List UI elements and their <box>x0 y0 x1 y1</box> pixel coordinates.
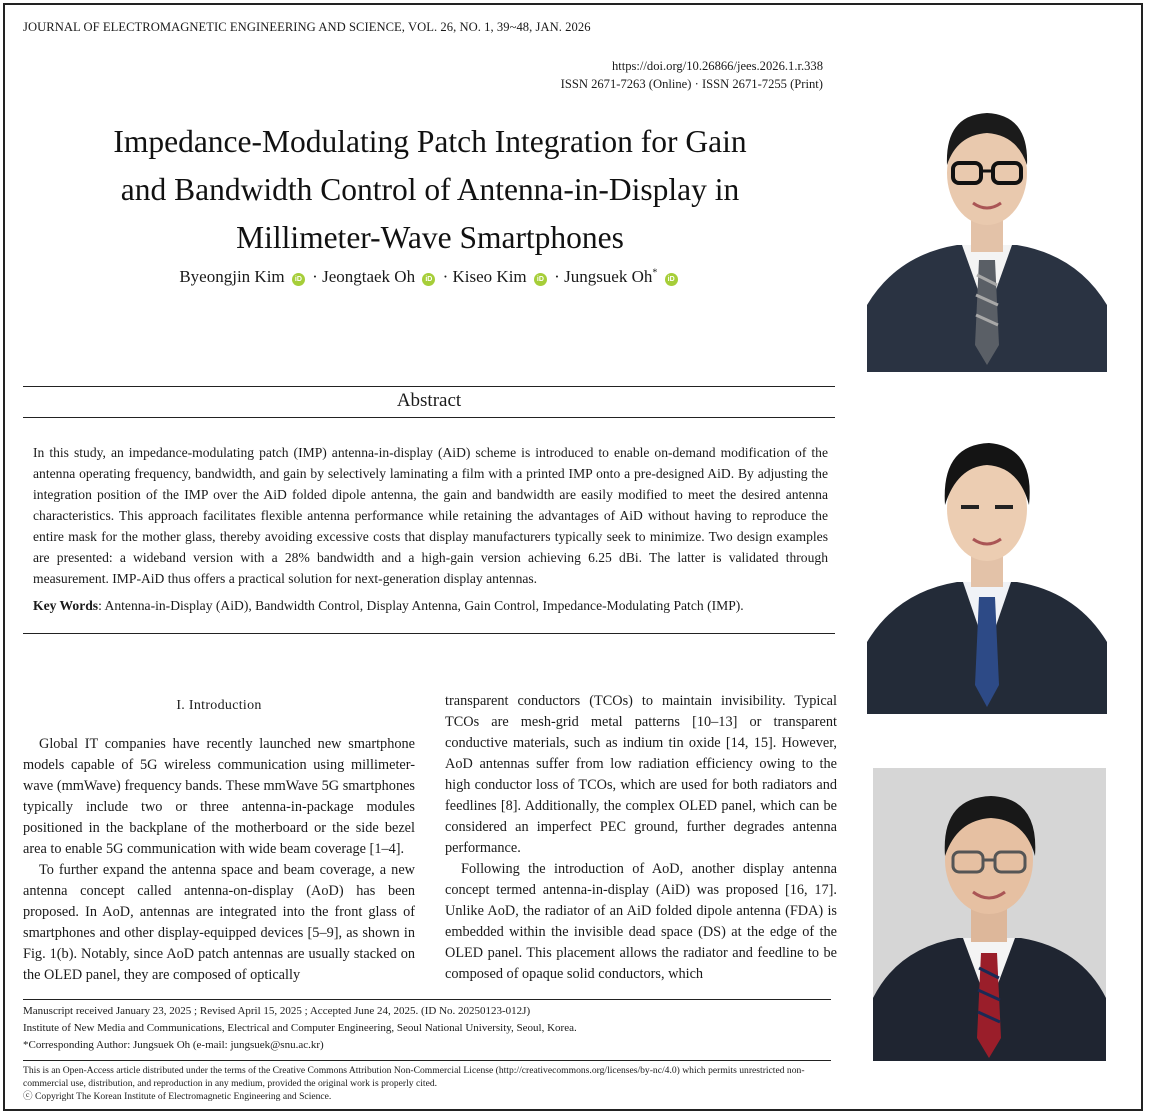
divider <box>23 417 835 418</box>
author-separator: · <box>554 267 560 286</box>
body-column-right <box>445 691 837 985</box>
page-frame <box>3 3 1143 1111</box>
footnote-received: Manuscript received January 23, 2025 ; Revised April 15, 2025 ; Accepted June 24, 2025. (ID No. 20250123-012J) <box>23 1005 531 1017</box>
footnote-affiliation: Institute of New Media and Communications, Electrical and Computer Engineering, Seoul National University, Seoul, Korea. <box>23 1022 577 1034</box>
keywords-label: Key Words <box>33 598 99 613</box>
footnote-corresponding: *Corresponding Author: Jungsuek Oh (e-mail: jungsuek@snu.ac.kr) <box>23 1039 324 1051</box>
orcid-icon[interactable]: iD <box>665 273 678 286</box>
paragraph: Following the introduction of AoD, another display antenna concept termed antenna-in-display (AiD) was proposed [16, 17]. Unlike AoD, the radiator of an AiD folded dipole antenna (FDA) is embedded within the invisible dead space (DS) at the edge of the OLED panel. This placement allows the radiator and feedline to be composed of opaque solid conductors, which <box>445 861 837 982</box>
section-heading: I. Introduction <box>176 698 262 713</box>
author-separator: · <box>442 267 449 286</box>
copyright-text: ⓒ Copyright The Korean Institute of Electromagnetic Engineering and Science. <box>23 1091 332 1102</box>
journal-header: JOURNAL OF ELECTROMAGNETIC ENGINEERING AND SCIENCE, VOL. 26, NO. 1, 39~48, JAN. 2026 <box>23 20 591 34</box>
title-line: Millimeter-Wave Smartphones <box>236 220 624 255</box>
doi-block <box>561 57 823 93</box>
orcid-icon[interactable]: iD <box>292 273 305 286</box>
license-notice <box>23 1064 838 1103</box>
author-name: Byeongjin Kim <box>179 267 285 286</box>
author-photo <box>873 768 1106 1061</box>
abstract-text: In this study, an impedance-modulating patch (IMP) antenna-in-display (AiD) scheme is introduced to enable on-demand modification of the antenna operating frequency, bandwidth, and gain by selectively laminating a film with a printed IMP onto a pre-designed AiD. By adjusting the integration position of the IMP over the AiD folded dipole antenna, the gain and bandwidth are easily modified to meet the desired antenna characteristics. This approach facilitates flexible antenna performance while retaining the advantages of AiD without having to reproduce the entire mask for the mother glass, thereby avoiding excessive costs that display manufacturers typically seek to minimize. Two design examples are presented: a wideband version with a 28% bandwidth and a high-gain version achieving 6.25 dBi. The latter is validated through measurement. IMP-AiD thus offers a practical solution for next-generation display antennas. <box>33 445 828 586</box>
corresponding-mark: * <box>652 267 658 279</box>
keywords <box>33 596 828 616</box>
divider <box>23 386 835 387</box>
author-photo <box>867 427 1107 714</box>
paragraph: To further expand the antenna space and beam coverage, a new antenna concept called antenna-on-display (AoD) has been proposed. In AoD, antennas are integrated into the front glass of smartphones and other display-equipped devices [5–9], as shown in Fig. 1(b). Notably, since AoD patch antennas are usually stacked on the OLED panel, they are composed of optically <box>23 862 415 983</box>
keywords-list: : Antenna-in-Display (AiD), Bandwidth Control, Display Antenna, Gain Control, Impedance-Modulating Patch (IMP). <box>98 598 744 613</box>
orcid-icon[interactable]: iD <box>534 273 547 286</box>
author-separator: · <box>312 267 318 286</box>
divider <box>23 1060 831 1061</box>
author-name: Jungsuek Oh <box>564 267 653 286</box>
author-name: Jeongtaek Oh <box>322 267 416 286</box>
doi-link[interactable]: https://doi.org/10.26866/jees.2026.1.r.338 <box>611 59 823 73</box>
body-column-left <box>23 734 415 986</box>
author-photo <box>867 85 1107 372</box>
orcid-icon[interactable]: iD <box>422 273 435 286</box>
license-text: This is an Open-Access article distributed under the terms of the Creative Commons Attribution Non-Commercial License (http://creativecommons.org/licenses/by-nc/4.0) which permits unrestricted non-commercial use, distribution, and reproduction in any medium, provided the original work is properly cited. <box>23 1065 805 1089</box>
author-list <box>25 267 835 287</box>
title-line: Impedance-Modulating Patch Integration for Gain <box>113 124 747 159</box>
paragraph: Global IT companies have recently launched new smartphone models capable of 5G wireless communication using millimeter-wave (mmWave) frequency bands. These mmWave 5G smartphones typically include two or three antenna-in-package modules positioned in the backplane of the motherboard or the side bezel area to enable 5G communication with wide beam coverage [1–4]. <box>23 736 415 857</box>
issn-line: ISSN 2671-7263 (Online) · ISSN 2671-7255 (Print) <box>560 77 823 91</box>
divider <box>23 999 831 1000</box>
abstract-heading: Abstract <box>396 390 462 411</box>
divider <box>23 633 835 634</box>
footnotes <box>23 1003 843 1054</box>
title-line: and Bandwidth Control of Antenna-in-Display in <box>120 172 740 207</box>
paper-title <box>25 118 835 262</box>
author-name: Kiseo Kim <box>452 267 527 286</box>
paragraph: transparent conductors (TCOs) to maintain invisibility. Typical TCOs are mesh-grid metal patterns [10–13] or transparent conductive materials, such as indium tin oxide [14, 15]. However, AoD antennas suffer from low radiation efficiency owing to the high conductor loss of TCOs, which are used for both radiators and feedlines [8]. Additionally, the complex OLED panel, which can be considered an imperfect PEC ground, further degrades antenna performance. <box>445 693 837 856</box>
